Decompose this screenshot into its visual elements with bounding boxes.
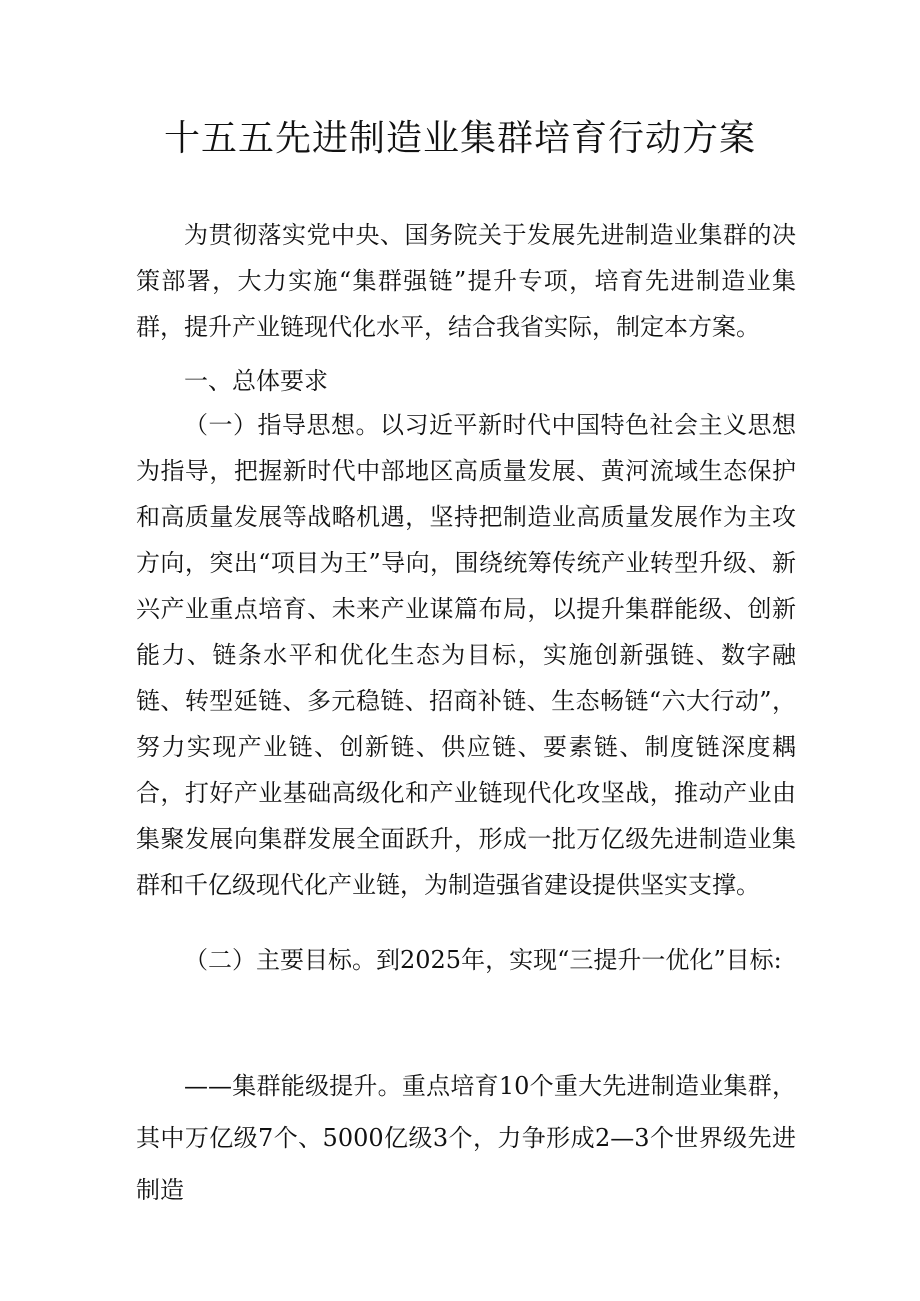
document-title: 十五五先进制造业集群培育行动方案	[163, 118, 756, 159]
section-heading-general-requirements: 一、总体要求	[184, 367, 328, 395]
paragraph-cluster-level: ——集群能级提升。重点培育10个重大先进制造业集群，其中万亿级7个、5000亿级3个，力争形成2—3个世界级先进制造	[136, 1072, 796, 1204]
paragraph-guiding-thought: （一）指导思想。以习近平新时代中国特色社会主义思想为指导，把握新时代中部地区高质量发展、黄河流域生态保护和高质量发展等战略机遇，坚持把制造业高质量发展作为主攻方向，突出“项目为王”导向，围绕统筹传统产业转型升级、新兴产业重点培育、未来产业谋篇布局，以提升集群能级、创新能力、链条水平和优化生态为目标，实施创新强链、数字融链、转型延链、多元稳链、招商补链、生态畅链“六大行动”，努力实现产业链、创新链、供应链、要素链、制度链深度耦合，打好产业基础高级化和产业链现代化攻坚战，推动产业由集聚发展向集群发展全面跃升，形成一批万亿级先进制造业集群和千亿级现代化产业链，为制造强省建设提供坚实支撑。	[136, 411, 796, 899]
paragraph-main-goals: （二）主要目标。到2025年，实现“三提升一优化”目标:	[184, 946, 782, 974]
paragraph-intro: 为贯彻落实党中央、国务院关于发展先进制造业集群的决策部署，大力实施“集群强链”提升专项，培育先进制造业集群，提升产业链现代化水平，结合我省实际，制定本方案。	[136, 221, 796, 341]
